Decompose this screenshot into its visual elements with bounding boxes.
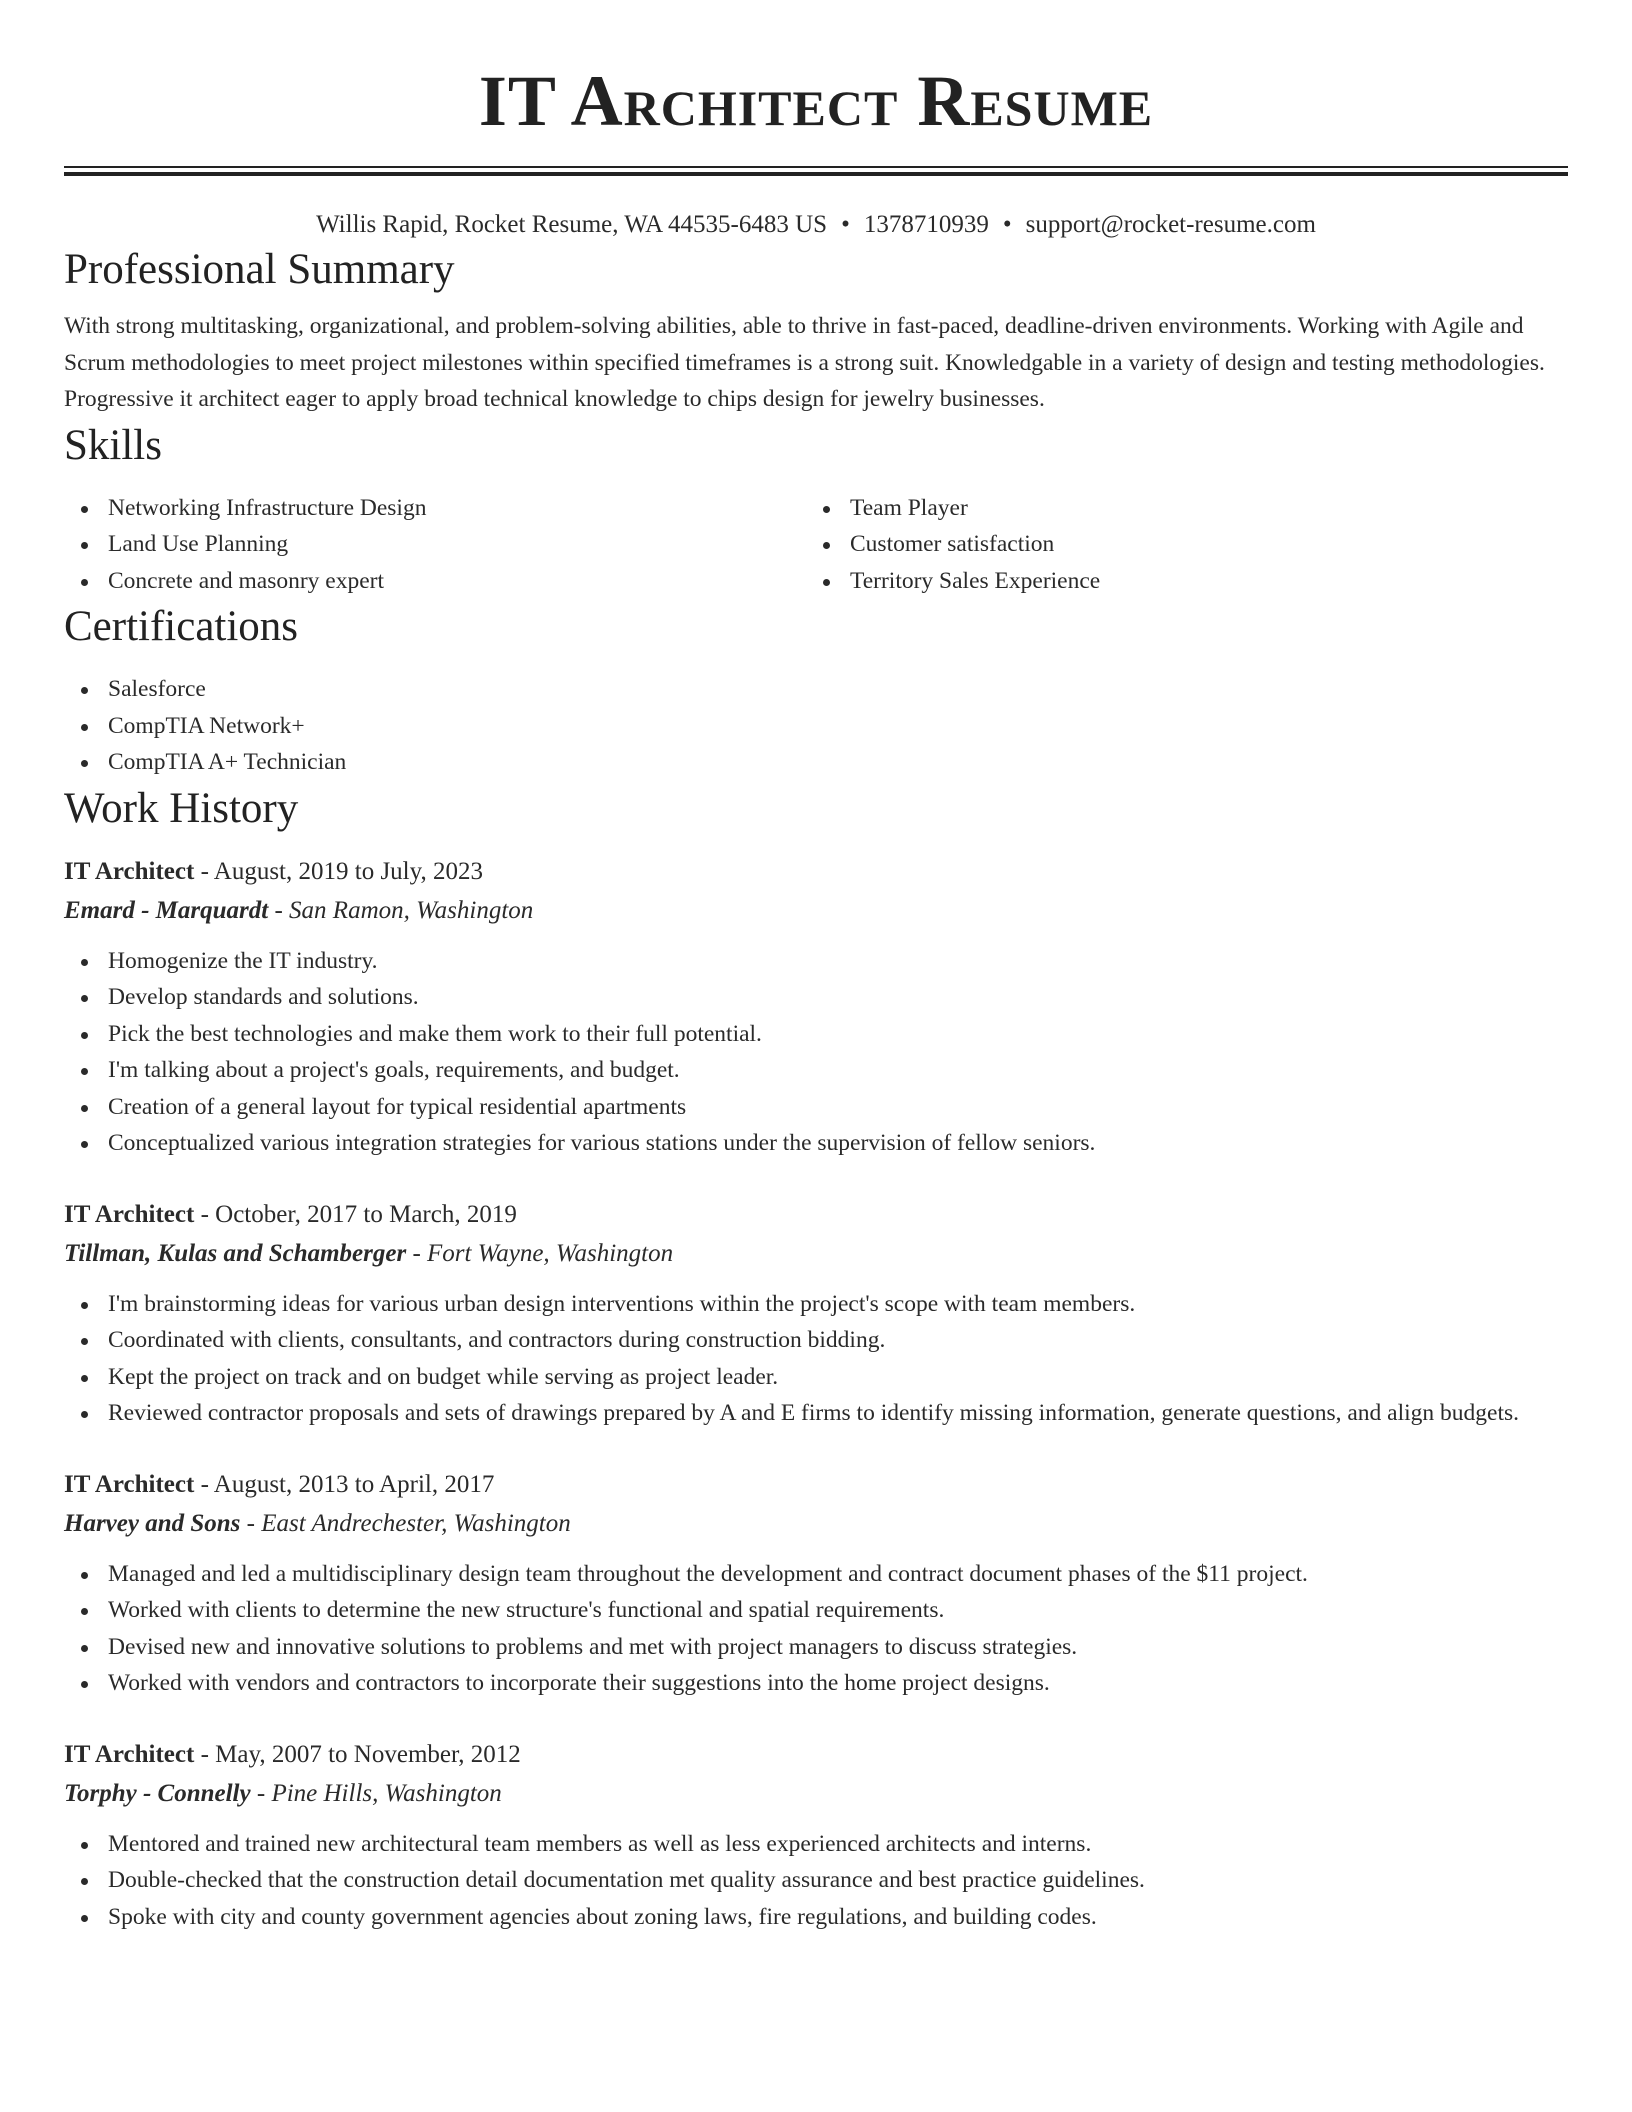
skills-grid bbox=[64, 490, 1568, 600]
job-bullet: Worked with vendors and contractors to incorporate their suggestions into the home project designs. bbox=[108, 1665, 1568, 1702]
company-location: Pine Hills, Washington bbox=[271, 1779, 502, 1807]
job-bullet: Conceptualized various integration strategies for various stations under the supervision of fellow seniors. bbox=[108, 1125, 1568, 1162]
summary-text: With strong multitasking, organizational, and problem-solving abilities, able to thrive in fast-paced, deadline-driven environments. Working with Agile and Scrum methodologies to meet project milestones within specified timeframes is a strong suit. Knowledgable in a variety of design and testing methodologies. Progressive it architect eager to apply broad technical knowledge to chips design for jewelry businesses. bbox=[64, 313, 1545, 412]
dash: - bbox=[194, 1200, 216, 1228]
company-name: Torphy - Connelly bbox=[64, 1779, 251, 1807]
job-dates: May, 2007 to November, 2012 bbox=[215, 1740, 521, 1768]
job-bullet: Worked with clients to determine the new structure's functional and spatial requirements. bbox=[108, 1592, 1568, 1629]
skill-item: Networking Infrastructure Design bbox=[108, 490, 806, 527]
company-name: Tillman, Kulas and Schamberger bbox=[64, 1239, 407, 1267]
contact-address: Willis Rapid, Rocket Resume, WA 44535-6483 US bbox=[316, 211, 828, 238]
title-divider bbox=[64, 166, 1568, 176]
skill-item: Team Player bbox=[850, 490, 1548, 527]
job-entry bbox=[64, 1466, 1568, 1702]
job-title: IT Architect bbox=[64, 857, 195, 885]
dash: - bbox=[240, 1509, 262, 1537]
certification-item: CompTIA Network+ bbox=[108, 708, 1568, 745]
company-location: East Andrechester, Washington bbox=[261, 1509, 571, 1537]
job-dates: August, 2013 to April, 2017 bbox=[213, 1470, 495, 1498]
job-title: IT Architect bbox=[64, 1740, 195, 1768]
dash: - bbox=[194, 857, 214, 885]
dash: - bbox=[250, 1779, 272, 1807]
certification-item: CompTIA A+ Technician bbox=[108, 744, 1568, 781]
job-title-line bbox=[64, 853, 1568, 891]
dash: - bbox=[406, 1239, 428, 1267]
job-bullet: Develop standards and solutions. bbox=[108, 979, 1568, 1016]
company-location: Fort Wayne, Washington bbox=[427, 1239, 674, 1267]
contact-separator: • bbox=[841, 211, 850, 238]
skills-list-right bbox=[806, 490, 1548, 600]
job-title-line bbox=[64, 1466, 1568, 1504]
job-bullet: Homogenize the IT industry. bbox=[108, 943, 1568, 980]
skills-column-left bbox=[64, 490, 806, 600]
job-bullets bbox=[64, 1556, 1568, 1702]
company-line bbox=[64, 1774, 1568, 1814]
job-title-line bbox=[64, 1736, 1568, 1774]
certifications-list bbox=[64, 671, 1568, 781]
company-name: Emard - Marquardt bbox=[64, 896, 269, 924]
skills-heading: Skills bbox=[64, 421, 162, 469]
job-bullets bbox=[64, 1286, 1568, 1432]
job-bullets bbox=[64, 1826, 1568, 1936]
certification-item: Salesforce bbox=[108, 671, 1568, 708]
skill-item: Concrete and masonry expert bbox=[108, 563, 806, 600]
certifications-heading: Certifications bbox=[64, 603, 299, 650]
company-line bbox=[64, 891, 1568, 931]
skill-item: Customer satisfaction bbox=[850, 526, 1548, 563]
job-bullet: Reviewed contractor proposals and sets of drawings prepared by A and E firms to identify missing information, generate questions, and align budgets. bbox=[108, 1395, 1568, 1432]
job-bullet: Pick the best technologies and make them work to their full potential. bbox=[108, 1016, 1568, 1053]
company-line bbox=[64, 1504, 1568, 1544]
contact-separator: • bbox=[1002, 211, 1012, 238]
job-bullet: Double-checked that the construction detail documentation met quality assurance and best practice guidelines. bbox=[108, 1862, 1568, 1899]
work-history-heading: Work History bbox=[64, 784, 299, 832]
job-title-line bbox=[64, 1196, 1568, 1234]
company-line bbox=[64, 1234, 1568, 1274]
job-bullet: Spoke with city and county government agencies about zoning laws, fire regulations, and building codes. bbox=[108, 1899, 1568, 1936]
job-bullet: Mentored and trained new architectural team members as well as less experienced architects and interns. bbox=[108, 1826, 1568, 1863]
job-bullets bbox=[64, 943, 1568, 1162]
company-location: San Ramon, Washington bbox=[289, 896, 534, 924]
job-bullet: I'm brainstorming ideas for various urban design interventions within the project's scope with team members. bbox=[108, 1286, 1568, 1323]
dash: - bbox=[268, 896, 290, 924]
skill-item: Land Use Planning bbox=[108, 526, 806, 563]
job-title: IT Architect bbox=[64, 1200, 195, 1228]
summary-heading: Professional Summary bbox=[64, 246, 455, 293]
job-entry bbox=[64, 853, 1568, 1162]
job-bullet: Managed and led a multidisciplinary design team throughout the development and contract document phases of the $11 project. bbox=[108, 1556, 1568, 1593]
job-entry bbox=[64, 1736, 1568, 1936]
contact-phone: 1378710939 bbox=[863, 211, 989, 238]
skill-item: Territory Sales Experience bbox=[850, 563, 1548, 600]
job-bullet: Kept the project on track and on budget while serving as project leader. bbox=[108, 1359, 1568, 1396]
job-dates: August, 2019 to July, 2023 bbox=[213, 857, 483, 885]
skills-column-right bbox=[806, 490, 1548, 600]
skills-list-left bbox=[64, 490, 806, 600]
company-name: Harvey and Sons bbox=[64, 1509, 241, 1537]
resume-title: IT Architect Resume bbox=[478, 61, 1154, 141]
dash: - bbox=[194, 1470, 214, 1498]
job-bullet: Devised new and innovative solutions to problems and met with project managers to discuss strategies. bbox=[108, 1629, 1568, 1666]
job-bullet: Creation of a general layout for typical residential apartments bbox=[108, 1089, 1568, 1126]
job-dates: October, 2017 to March, 2019 bbox=[215, 1200, 517, 1228]
job-entry bbox=[64, 1196, 1568, 1432]
job-title: IT Architect bbox=[64, 1470, 195, 1498]
job-bullet: Coordinated with clients, consultants, and contractors during construction bidding. bbox=[108, 1322, 1568, 1359]
job-bullet: I'm talking about a project's goals, requirements, and budget. bbox=[108, 1052, 1568, 1089]
contact-line bbox=[64, 208, 1568, 242]
dash: - bbox=[194, 1740, 216, 1768]
contact-email: support@rocket-resume.com bbox=[1025, 211, 1316, 238]
